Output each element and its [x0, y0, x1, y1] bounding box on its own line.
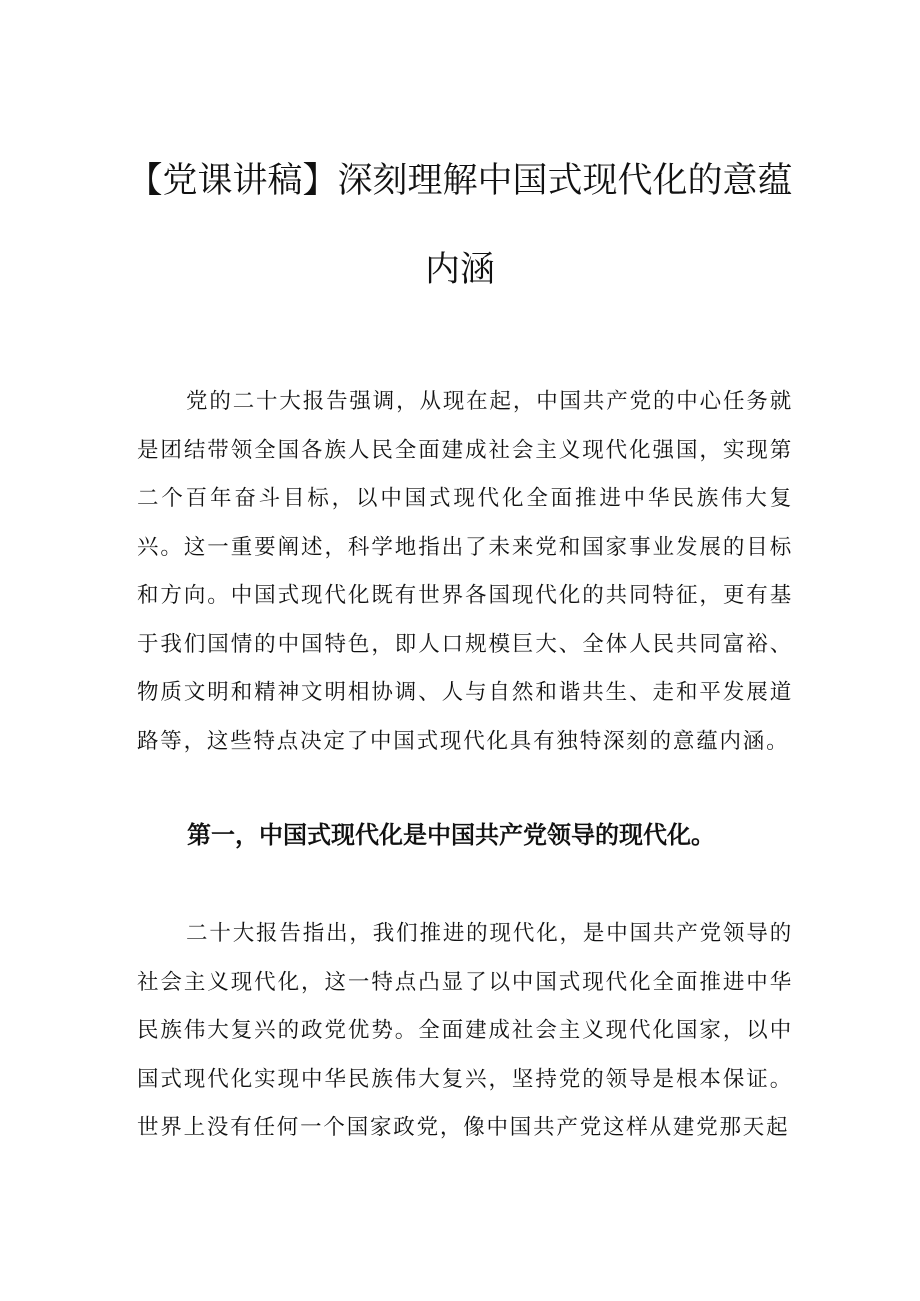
document-title-line-1: 【党课讲稿】深刻理解中国式现代化的意蕴 — [127, 161, 793, 201]
intro-paragraph: 党的二十大报告强调，从现在起，中国共产党的中心任务就是团结带领全国各族人民全面建成社会主义现代化强国，实现第二个百年奋斗目标，以中国式现代化全面推进中华民族伟大复兴。这一重要阐述，科学地指出了未来党和国家事业发展的目标和方向。中国式现代化既有世界各国现代化的共同特征，更有基于我们国情的中国特色，即人口规模巨大、全体人民共同富裕、物质文明和精神文明相协调、人与自然和谐共生、走和平发展道路等，这些特点决定了中国式现代化具有独特深刻的意蕴内涵。 — [137, 389, 793, 754]
document-title-line-2: 内涵 — [424, 250, 495, 290]
section-heading-first: 第一，中国式现代化是中国共产党领导的现代化。 — [187, 821, 715, 849]
section-body-paragraph: 二十大报告指出，我们推进的现代化，是中国共产党领导的社会主义现代化，这一特点凸显了以中国式现代化全面推进中华民族伟大复兴的政党优势。全面建成社会主义现代化国家，以中国式现代化实现中华民族伟大复兴，坚持党的领导是根本保证。世界上没有任何一个国家政党，像中国共产党这样从建党那天起 — [137, 921, 793, 1140]
